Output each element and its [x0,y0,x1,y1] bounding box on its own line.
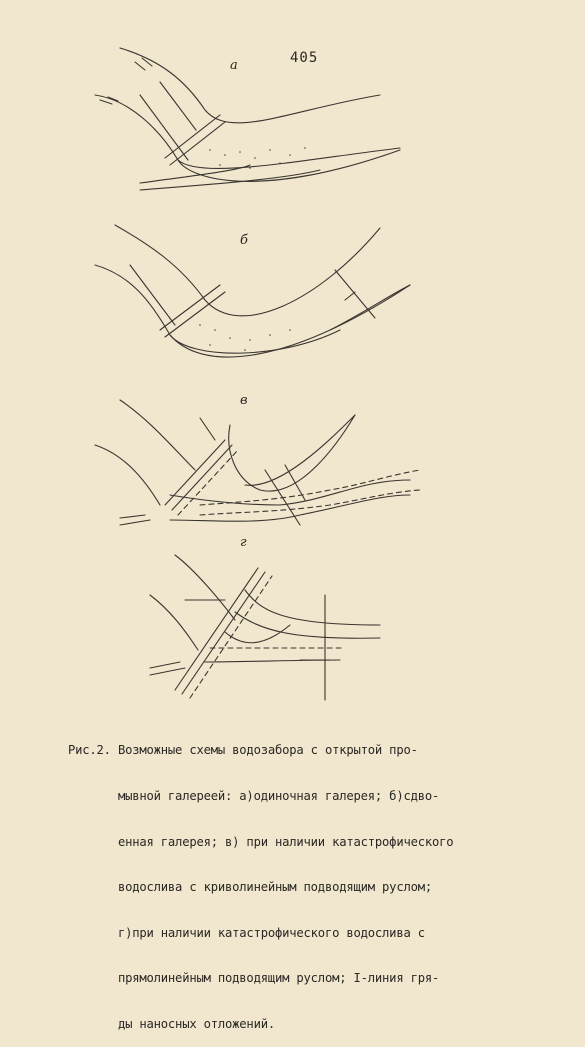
scheme-d-channel [150,555,380,700]
panel-label-a: а [230,58,238,73]
panel-label-c: в [240,393,248,408]
caption-line: Рис.2. Возможные схемы водозабора с открытой про- [68,743,418,758]
scheme-d-gallery [175,568,272,698]
panel-label-d: г [240,535,247,550]
caption-line: водослива с криволинейным подводящим руслом; [68,880,433,895]
caption-line: г)при наличии катастрофического водослива с [68,925,425,940]
caption-line: прямолинейным подводящим руслом; I-линия гря- [68,971,440,986]
page-number: 405 [290,50,319,66]
caption-line: енная галерея; в) при наличии катастрофического [68,834,454,849]
caption-line: ды наносных отложений. [68,1017,275,1032]
caption-line: мывной галереей: а)одиночная галерея; б)сдво- [68,789,440,804]
figure-caption [68,713,508,1047]
panel-label-b: б [240,233,248,248]
